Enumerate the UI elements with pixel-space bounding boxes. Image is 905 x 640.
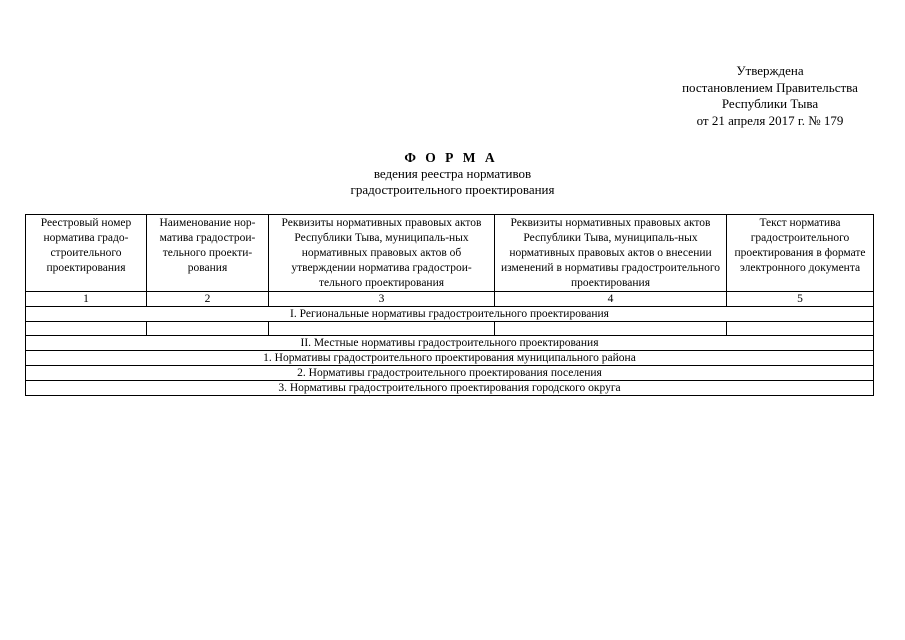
subsection-municipal-district: 1. Нормативы градостроительного проектирования муниципального района [26, 351, 874, 366]
section-local-row [26, 336, 874, 351]
header-norm-text: Текст норматива градостроительного проектирования в формате электронного документа [727, 215, 874, 292]
approval-line-resolution: постановлением Правительства [682, 79, 858, 95]
section-regional: I. Региональные нормативы градостроительного проектирования [26, 307, 874, 322]
column-number: 5 [727, 292, 874, 307]
form-subtitle-line2: градостроительного проектирования [350, 181, 555, 197]
column-number: 4 [495, 292, 727, 307]
empty-data-row [26, 322, 874, 336]
column-number: 2 [147, 292, 269, 307]
section-local: II. Местные нормативы градостроительного проектирования [26, 336, 874, 351]
form-subtitle-line1: ведения реестра нормативов [373, 166, 532, 181]
column-number-row [26, 292, 874, 307]
header-amendment-acts: Реквизиты нормативных правовых актов Республики Тыва, муниципаль-ных нормативных правовых актов о внесении изменений в нормативы градостроительного проектирования [495, 215, 727, 292]
subsection-city-district: 3. Нормативы градостроительного проектирования городского округа [26, 381, 874, 396]
subsection-settlement: 2. Нормативы градостроительного проектирования поселения [26, 366, 874, 381]
approval-line-date: от 21 апреля 2017 г. № 179 [696, 112, 844, 128]
subsection-city-district-row [26, 381, 874, 396]
column-number: 3 [269, 292, 495, 307]
header-norm-name: Наименование нор-матива градострои-тельного проекти-рования [147, 215, 269, 292]
empty-cell[interactable] [26, 322, 147, 336]
approval-line-republic: Республики Тыва [721, 96, 819, 111]
empty-cell[interactable] [147, 322, 269, 336]
header-registry-number: Реестровый номер норматива градо-строительного проектирования [26, 215, 147, 292]
empty-cell[interactable] [495, 322, 727, 336]
form-heading [0, 150, 905, 197]
empty-cell[interactable] [269, 322, 495, 336]
column-number: 1 [26, 292, 147, 307]
subsection-municipal-district-row [26, 351, 874, 366]
registry-table [25, 214, 874, 396]
approval-line-approved: Утверждена [736, 63, 804, 78]
empty-cell[interactable] [727, 322, 874, 336]
table-header-row [26, 215, 874, 292]
subsection-settlement-row [26, 366, 874, 381]
section-regional-row [26, 307, 874, 322]
form-title: Ф О Р М А [404, 150, 498, 165]
header-approval-acts: Реквизиты нормативных правовых актов Республики Тыва, муниципаль-ных нормативных правовых актов об утверждении норматива градострои-тельного проектирования [269, 215, 495, 292]
approval-block [600, 63, 905, 129]
